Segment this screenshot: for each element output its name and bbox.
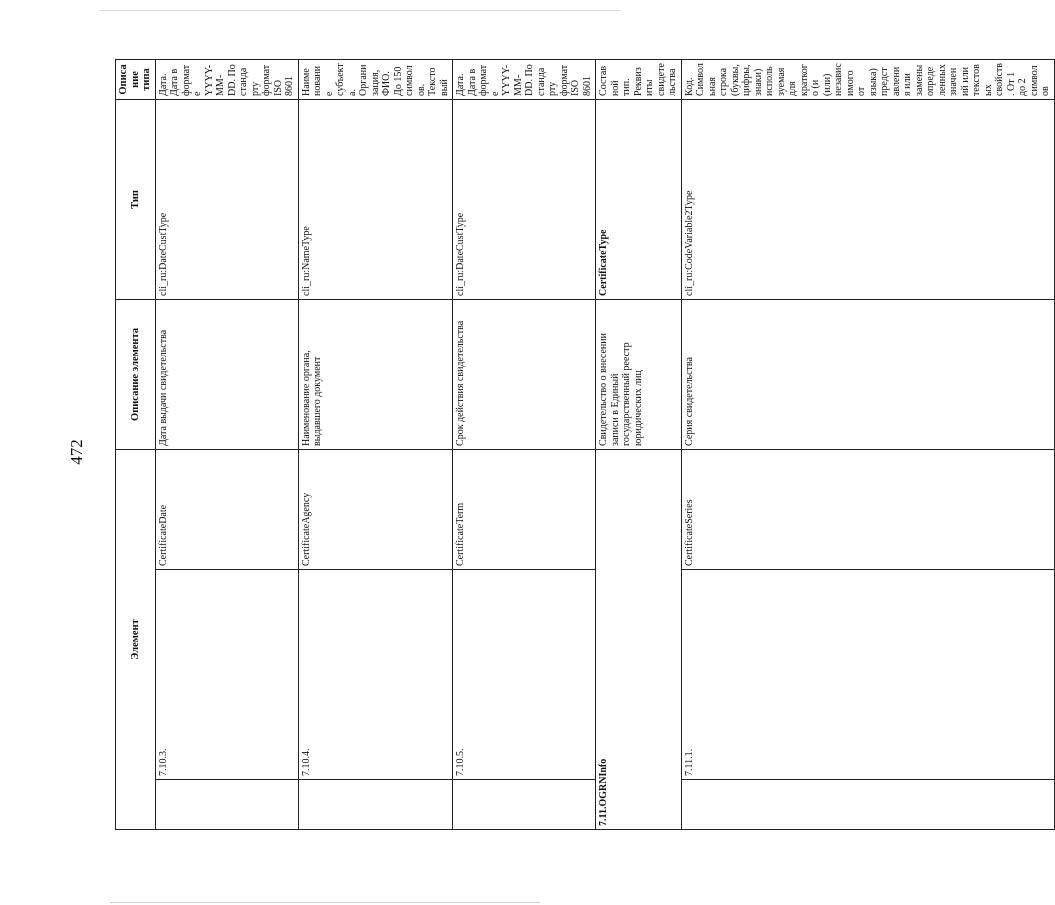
row-blank <box>681 780 1054 830</box>
row-type-desc: Дата. Дата в формате YYYY-MM-DD. По стандарту формат ISO 8601 <box>155 59 298 99</box>
row-number: 7.10.5. <box>453 570 596 780</box>
table-row <box>681 59 1054 829</box>
row-number: 7.11. <box>598 806 609 826</box>
row-element-desc: Дата выдачи свидетельства <box>155 299 298 449</box>
row-element-name: OGRNInfo <box>598 758 609 807</box>
row-blank <box>155 780 298 830</box>
row-element-name: CertificateAgency <box>298 449 453 569</box>
table-row <box>596 59 682 829</box>
elements-table <box>115 59 1055 830</box>
table-row <box>298 59 453 829</box>
row-number: 7.10.3. <box>155 570 298 780</box>
table-row <box>155 59 298 829</box>
header-element-desc: Описание элемента <box>116 299 156 449</box>
row-type-desc: Код. Символьная строка (буквы, цифры, знаки) используемая для краткого (и (или) независимого от языка) представления или замены определенных значений или текстовых свойств. От 1 до 2 символов <box>681 59 1054 99</box>
row-element-desc: Наименование органа, выдавшего документ <box>298 299 453 449</box>
table-header-row <box>116 59 156 829</box>
row-type: cli_ru:NameType <box>298 99 453 299</box>
row-type: cli_ru:CodeVariable2Type <box>681 99 1054 299</box>
row-element-name: CertificateDate <box>155 449 298 569</box>
row-blank <box>453 780 596 830</box>
header-type-desc: Описание типа <box>116 59 156 99</box>
row-type: cli_ru:DateCustType <box>453 99 596 299</box>
header-type: Тип <box>116 99 156 299</box>
rotated-table-container <box>115 60 1051 830</box>
row-element-desc: Свидетельство о внесении записи в Единый государственный реестр юридических лиц <box>596 299 682 449</box>
row-type-desc: Наименование субъекта. Организация, ФИО. До 150 символов. Текстовый <box>298 59 453 99</box>
top-rule <box>100 10 620 11</box>
row-element-name: CertificateTerm <box>453 449 596 569</box>
table-row <box>453 59 596 829</box>
row-number: 7.11.1. <box>681 570 1054 780</box>
row-type: CertificateType <box>596 99 682 299</box>
page-number: 472 <box>67 439 86 465</box>
row-element-desc: Серия свидетельства <box>681 299 1054 449</box>
row-blank <box>298 780 453 830</box>
header-element: Элемент <box>116 449 156 829</box>
row-section-name <box>596 449 682 829</box>
row-element-desc: Срок действия свидетельства <box>453 299 596 449</box>
row-type: cli_ru:DateCustType <box>155 99 298 299</box>
row-element-name: CertificateSeries <box>681 449 1054 569</box>
row-number: 7.10.4. <box>298 570 453 780</box>
row-type-desc: Составной тип. Реквизиты свидетельства <box>596 59 682 99</box>
row-type-desc: Дата. Дата в формате YYYY-MM-DD. По стандарту формат ISO 8601 <box>453 59 596 99</box>
bottom-rule <box>110 902 540 903</box>
